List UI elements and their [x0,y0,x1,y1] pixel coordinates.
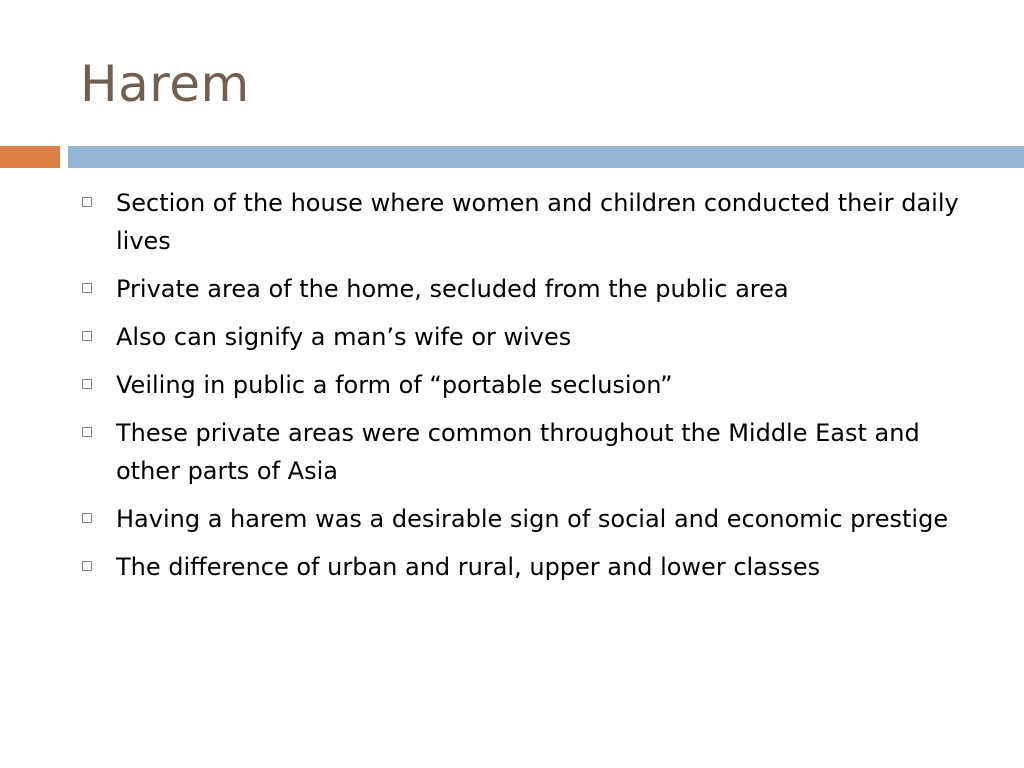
hollow-square-icon [82,283,92,293]
bullet-item [80,318,980,356]
bullet-text: Veiling in public a form of “portable seclusion” [116,371,673,399]
hollow-square-icon [82,561,92,571]
bullet-text: The difference of urban and rural, upper and lower classes [116,553,821,581]
slide-title: Harem [80,55,250,113]
bullet-item [80,366,980,404]
hollow-square-icon [82,331,92,341]
bullet-item [80,270,980,308]
hollow-square-icon [82,379,92,389]
accent-bar-orange [0,146,60,168]
hollow-square-icon [82,197,92,207]
bullet-text: Also can signify a man’s wife or wives [116,323,572,351]
accent-bar-blue [68,146,1024,168]
hollow-square-icon [82,513,92,523]
bullet-list [80,184,980,596]
bullet-text: Having a harem was a desirable sign of social and economic prestige [116,505,949,533]
bullet-text: Section of the house where women and children conducted their daily lives [116,189,959,255]
bullet-text: Private area of the home, secluded from the public area [116,275,789,303]
hollow-square-icon [82,427,92,437]
bullet-text: These private areas were common throughout the Middle East and other parts of Asia [116,419,920,485]
bullet-item [80,184,980,260]
bullet-item [80,500,980,538]
bullet-item [80,548,980,586]
bullet-item [80,414,980,490]
